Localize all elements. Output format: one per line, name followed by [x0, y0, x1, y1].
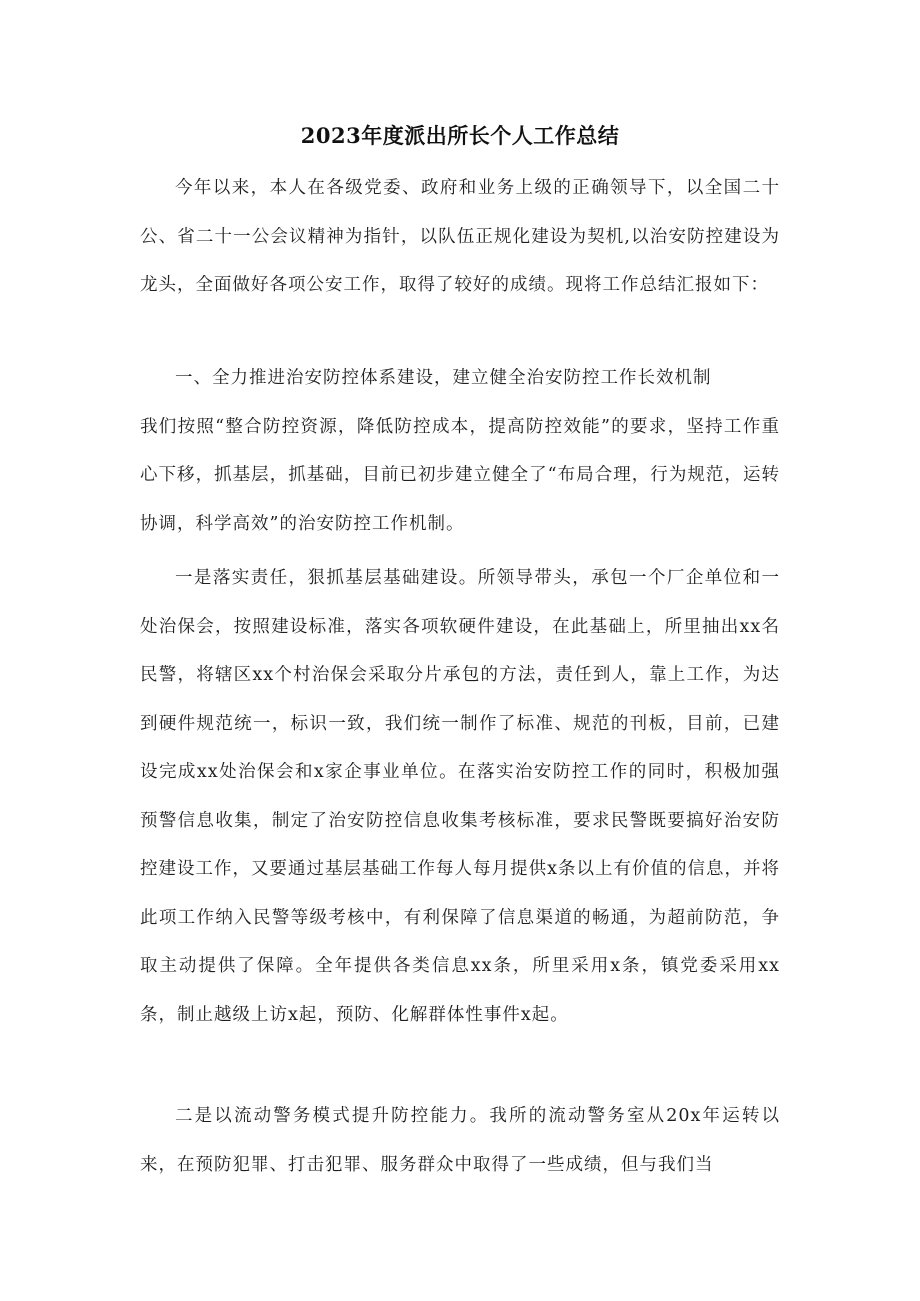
- section-1: [140, 354, 780, 548]
- paragraph-item-2: 二是以流动警务模式提升防控能力。我所的流动警务室从20x年运转以来，在预防犯罪、打击犯罪、服务群众中取得了一些成绩，但与我们当: [140, 1106, 780, 1175]
- document-title: 2023年度派出所长个人工作总结: [300, 123, 620, 148]
- section-1-body: 我们按照“整合防控资源，降低防控成本，提高防控效能”的要求，坚持工作重心下移，抓基层，抓基础，目前已初步建立健全了“布局合理，行为规范，运转协调，科学高效”的治安防控工作机制。: [140, 416, 780, 534]
- section-1-heading: 一、全力推进治安防控体系建设，建立健全治安防控工作长效机制: [175, 368, 712, 388]
- paragraph-intro: 今年以来，本人在各级党委、政府和业务上级的正确领导下，以全国二十公、省二十一公会议精神为指针，以队伍正规化建设为契机,以治安防控建设为龙头，全面做好各项公安工作，取得了较好的成绩。现将工作总结汇报如下：: [140, 178, 780, 295]
- paragraph-item-1: 一是落实责任，狠抓基层基础建设。所领导带头，承包一个厂企单位和一处治保会，按照建设标准，落实各项软硬件建设，在此基础上，所里抽出xx名民警，将辖区xx个村治保会采取分片承包的方法，责任到人，靠上工作，为达到硬件规范统一，标识一致，我们统一制作了标准、规范的刊板，目前，已建设完成xx处治保会和x家企事业单位。在落实治安防控工作的同时，积极加强预警信息收集，制定了治安防控信息收集考核标准，要求民警既要搞好治安防控建设工作，又要通过基层基础工作每人每月提供x条以上有价值的信息，并将此项工作纳入民警等级考核中，有利保障了信息渠道的畅通，为超前防范，争取主动提供了保障。全年提供各类信息xx条，所里采用x条，镇党委采用xx条，制止越级上访x起，预防、化解群体性事件x起。: [140, 568, 780, 1025]
